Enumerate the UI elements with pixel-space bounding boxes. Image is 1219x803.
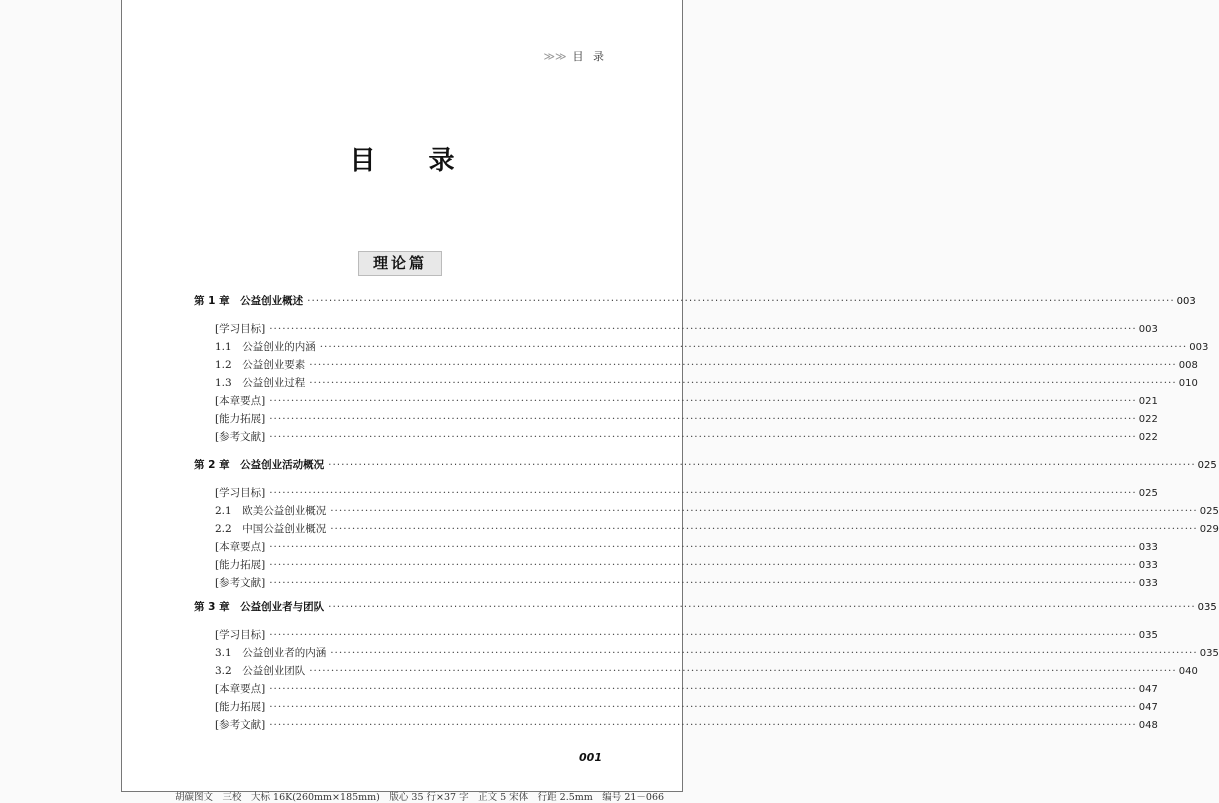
- toc-section-row: [215, 393, 1158, 409]
- toc-entry-label: [本章要点]: [215, 541, 266, 553]
- dot-leader: ········································································································································································································: [309, 377, 1177, 389]
- dot-leader: ········································································································································································································: [269, 395, 1137, 407]
- toc-chapter-row: [194, 457, 1217, 473]
- toc-page-number: 003: [1138, 324, 1158, 335]
- dot-leader: ········································································································································································································: [269, 683, 1137, 695]
- toc-section-row: [215, 627, 1158, 643]
- dot-leader: ········································································································································································································: [269, 629, 1137, 641]
- toc-page-number: 047: [1138, 702, 1158, 713]
- toc-entry-label: 第 2 章 公益创业活动概况: [194, 459, 325, 471]
- toc-page-number: 033: [1138, 578, 1158, 589]
- dot-leader: ········································································································································································································: [330, 647, 1198, 659]
- page-title: 目 录: [349, 146, 477, 176]
- toc-page-number: 003: [1176, 296, 1196, 307]
- toc-entry-label: [学习目标]: [215, 629, 266, 641]
- toc-page-number: 040: [1178, 666, 1198, 677]
- dot-leader: ········································································································································································································: [309, 359, 1177, 371]
- book-page: [121, 0, 1219, 792]
- toc-entry-label: 2.2 中国公益创业概况: [215, 523, 327, 535]
- dot-leader: ········································································································································································································: [328, 601, 1196, 613]
- double-arrow-icon: ≫≫: [543, 50, 567, 63]
- part-label: 理论篇: [358, 251, 442, 276]
- toc-section-row: [215, 339, 1209, 355]
- toc-chapter-row: [194, 293, 1196, 309]
- toc-section-row: [215, 503, 1219, 519]
- dot-leader: ········································································································································································································: [319, 341, 1188, 353]
- toc-entry-label: [学习目标]: [215, 487, 266, 499]
- dot-leader: ········································································································································································································: [269, 323, 1137, 335]
- dot-leader: ········································································································································································································: [330, 523, 1198, 535]
- dot-leader: ········································································································································································································: [269, 701, 1137, 713]
- toc-page-number: 008: [1178, 360, 1198, 371]
- toc-section-row: [215, 375, 1198, 391]
- toc-entry-label: [参考文献]: [215, 431, 266, 443]
- toc-section-row: [215, 357, 1198, 373]
- toc-section-row: [215, 663, 1198, 679]
- toc-page-number: 035: [1138, 630, 1158, 641]
- running-head: [543, 48, 607, 64]
- toc-page-number: 021: [1138, 396, 1158, 407]
- toc-page-number: 025: [1197, 460, 1217, 471]
- toc-section-row: [215, 321, 1158, 337]
- toc-entry-label: [参考文献]: [215, 577, 266, 589]
- toc-entry-label: [本章要点]: [215, 395, 266, 407]
- toc-entry-label: [能力拓展]: [215, 701, 266, 713]
- toc-section-row: [215, 717, 1158, 733]
- toc-entry-label: [参考文献]: [215, 719, 266, 731]
- toc-section-row: [215, 557, 1158, 573]
- toc-section-row: [215, 429, 1158, 445]
- dot-leader: ········································································································································································································: [309, 665, 1177, 677]
- toc-entry-label: 第 3 章 公益创业者与团队: [194, 601, 325, 613]
- toc-page-number: 003: [1189, 342, 1209, 353]
- toc-section-row: [215, 485, 1158, 501]
- toc-entry-label: 3.2 公益创业团队: [215, 665, 306, 677]
- dot-leader: ········································································································································································································: [328, 459, 1196, 471]
- dot-leader: ········································································································································································································: [307, 295, 1175, 307]
- toc-entry-label: 第 1 章 公益创业概述: [194, 295, 304, 307]
- toc-entry-label: 1.2 公益创业要素: [215, 359, 306, 371]
- dot-leader: ········································································································································································································: [330, 505, 1198, 517]
- toc-section-row: [215, 539, 1158, 555]
- toc-page-number: 029: [1199, 524, 1219, 535]
- dot-leader: ········································································································································································································: [269, 487, 1137, 499]
- toc-page-number: 047: [1138, 684, 1158, 695]
- dot-leader: ········································································································································································································: [269, 541, 1137, 553]
- toc-section-row: [215, 681, 1158, 697]
- toc-page-number: 035: [1197, 602, 1217, 613]
- toc-entry-label: [学习目标]: [215, 323, 266, 335]
- toc-page-number: 025: [1138, 488, 1158, 499]
- toc-entry-label: [本章要点]: [215, 683, 266, 695]
- toc-section-row: [215, 521, 1219, 537]
- toc-entry-label: 1.1 公益创业的内涵: [215, 341, 316, 353]
- toc-entry-label: 3.1 公益创业者的内涵: [215, 647, 327, 659]
- toc-page-number: 048: [1138, 720, 1158, 731]
- toc-page-number: 010: [1178, 378, 1198, 389]
- toc-section-row: [215, 411, 1158, 427]
- toc-section-row: [215, 699, 1158, 715]
- toc-page-number: 022: [1138, 432, 1158, 443]
- toc-page-number: 033: [1138, 542, 1158, 553]
- page-number: 001: [579, 751, 602, 764]
- toc-chapter-row: [194, 599, 1217, 615]
- dot-leader: ········································································································································································································: [269, 413, 1137, 425]
- toc-entry-label: 1.3 公益创业过程: [215, 377, 306, 389]
- running-head-text: 目 录: [572, 50, 607, 63]
- toc-entry-label: [能力拓展]: [215, 413, 266, 425]
- toc-page-number: 022: [1138, 414, 1158, 425]
- toc-page-number: 035: [1199, 648, 1219, 659]
- printer-imprint: 胡碳图文 三校 大标 16K(260mm×185mm) 版心 35 行×37 字 正文 5 宋体 行距 2.5mm 编号 21－066: [175, 792, 665, 803]
- dot-leader: ········································································································································································································: [269, 559, 1137, 571]
- toc-section-row: [215, 575, 1158, 591]
- dot-leader: ········································································································································································································: [269, 431, 1137, 443]
- dot-leader: ········································································································································································································: [269, 577, 1137, 589]
- toc-section-row: [215, 645, 1219, 661]
- dot-leader: ········································································································································································································: [269, 719, 1137, 731]
- toc-page-number: 025: [1199, 506, 1219, 517]
- toc-entry-label: [能力拓展]: [215, 559, 266, 571]
- toc-page-number: 033: [1138, 560, 1158, 571]
- toc-entry-label: 2.1 欧美公益创业概况: [215, 505, 327, 517]
